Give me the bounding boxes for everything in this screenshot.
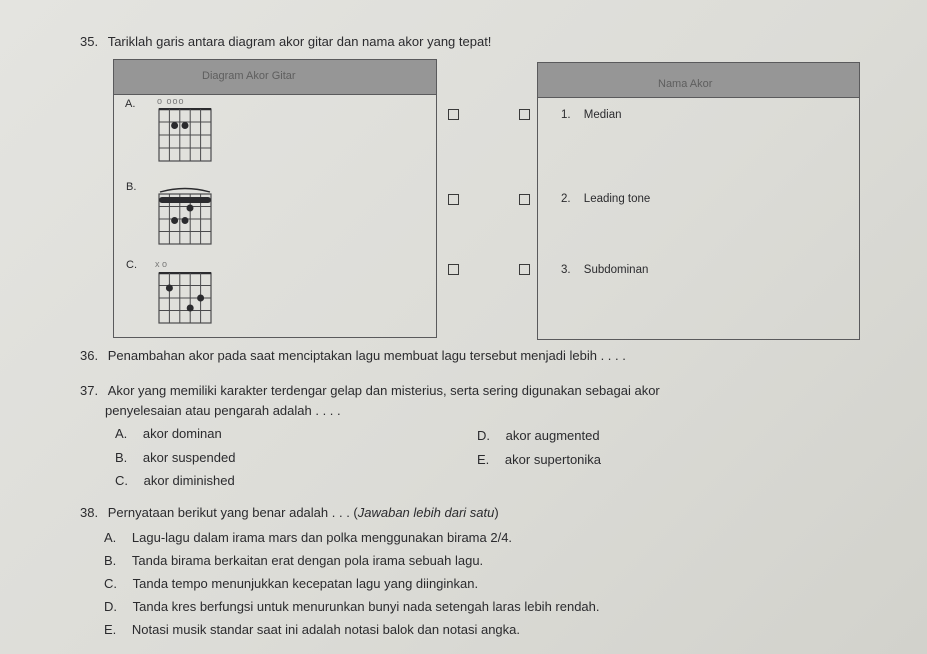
q38-option-a[interactable]: A. Lagu-lagu dalam irama mars dan polka menggunakan birama 2/4. [104, 530, 513, 545]
chord-name-header [538, 63, 859, 98]
chord-diagram-a[interactable] [158, 108, 212, 162]
diagram-a-label: A. [125, 98, 136, 110]
q36-title [80, 348, 626, 363]
name-2-connector-box[interactable] [519, 194, 530, 205]
chord-name-3-num: 3. [561, 264, 571, 276]
q35-title [80, 34, 491, 49]
chord-name-2 [561, 193, 650, 205]
diagram-a-markers: o ooo [157, 96, 185, 106]
diagram-a-connector-box[interactable] [448, 109, 459, 120]
diagram-c-connector-box[interactable] [448, 264, 459, 275]
q37-line1: Akor yang memiliki karakter terdengar gelap dan misterius, serta sering digunakan sebagai akor [107, 383, 660, 398]
q37-option-a[interactable]: A. akor dominan [115, 426, 222, 441]
q38-text: Pernyataan berikut yang benar adalah . . . ( [107, 505, 358, 520]
chord-diagram-b[interactable] [156, 186, 214, 246]
q37-line2: penyelesaian atau pengarah adalah . . . . [105, 403, 341, 418]
chord-diagram-header [114, 60, 436, 95]
q37-option-d[interactable]: D. akor augmented [477, 428, 600, 443]
q37-option-b[interactable]: B. akor suspended [115, 450, 236, 465]
q37-number: 37. [80, 383, 99, 398]
diagram-b-connector-box[interactable] [448, 194, 459, 205]
chord-name-2-text: Leading tone [583, 193, 651, 205]
diagram-c-label: C. [126, 259, 137, 271]
q38-option-e[interactable]: E. Notasi musik standar saat ini adalah notasi balok dan notasi angka. [104, 622, 520, 637]
chord-name-1-text: Median [583, 109, 622, 121]
q38-option-d[interactable]: D. Tanda kres berfungsi untuk menurunkan bunyi nada setengah laras lebih rendah. [104, 599, 600, 614]
chord-name-3 [561, 264, 648, 276]
chord-name-header-text: Nama Akor [658, 78, 713, 90]
q38-title [80, 505, 499, 520]
q35-number: 35. [80, 34, 99, 49]
diagram-b-label: B. [126, 181, 137, 193]
q38-hint-close: ) [494, 505, 499, 520]
name-3-connector-box[interactable] [519, 264, 530, 275]
diagram-c-markers: x o [155, 259, 168, 269]
q38-option-c[interactable]: C. Tanda tempo menunjukkan kecepatan lagu yang diinginkan. [104, 576, 479, 591]
q37-option-e[interactable]: E. akor supertonika [477, 452, 602, 467]
q37-title [80, 383, 660, 398]
q36-text: Penambahan akor pada saat menciptakan lagu membuat lagu tersebut menjadi lebih . . . . [107, 348, 626, 363]
q35-text: Tariklah garis antara diagram akor gitar dan nama akor yang tepat! [107, 34, 492, 49]
name-1-connector-box[interactable] [519, 109, 530, 120]
q38-hint: Jawaban lebih dari satu [357, 505, 495, 520]
chord-name-1 [561, 109, 622, 121]
chord-diagram-header-text: Diagram Akor Gitar [202, 70, 296, 82]
q38-number: 38. [80, 505, 99, 520]
chord-name-3-text: Subdominan [583, 264, 649, 276]
q38-option-b[interactable]: B. Tanda birama berkaitan erat dengan pola irama sebuah lagu. [104, 553, 484, 568]
q36-number: 36. [80, 348, 99, 363]
chord-name-1-num: 1. [561, 109, 571, 121]
chord-diagram-c[interactable] [158, 272, 212, 324]
chord-name-2-num: 2. [561, 193, 571, 205]
q37-option-c[interactable]: C. akor diminished [115, 473, 235, 488]
